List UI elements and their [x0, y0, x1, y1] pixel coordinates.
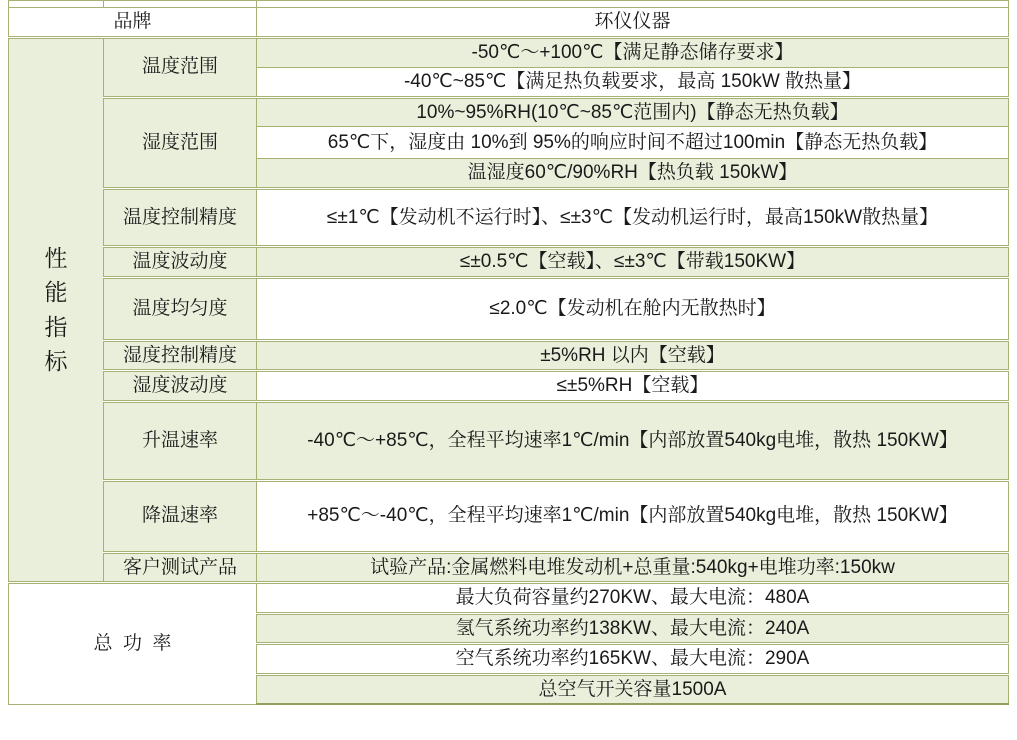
value-max-load: 最大负荷容量约270KW、最大电流：480A: [257, 583, 1009, 614]
power-group-label: 总功率: [9, 583, 257, 705]
label-temp-range: 温度范围: [104, 37, 257, 97]
value-humidity-control-accuracy: ±5%RH 以内【空载】: [257, 340, 1009, 371]
value-humidity-range-1: 10%~95%RH(10℃~85℃范围内)【静态无热负载】: [257, 97, 1009, 127]
cooling-rate-row: [9, 480, 1009, 552]
label-humidity-fluctuation: 湿度波动度: [104, 371, 257, 402]
temp-control-accuracy-row: [9, 189, 1009, 247]
label-humidity-range: 湿度范围: [104, 97, 257, 189]
humidity-control-accuracy-row: [9, 340, 1009, 371]
value-temp-control-accuracy: ≤±1℃【发动机不运行时】、≤±3℃【发动机运行时，最高150kW散热量】: [257, 189, 1009, 247]
label-cooling-rate: 降温速率: [104, 480, 257, 552]
label-humidity-control-accuracy: 湿度控制精度: [104, 340, 257, 371]
cropped-cell: [9, 1, 104, 8]
temp-range-row-1: [9, 37, 1009, 67]
label-heating-rate: 升温速率: [104, 401, 257, 480]
value-temp-fluctuation: ≤±0.5℃【空载】、≤±3℃【带载150KW】: [257, 247, 1009, 278]
temp-fluctuation-row: [9, 247, 1009, 278]
brand-value: 环仪仪器: [257, 8, 1009, 38]
value-heating-rate: -40℃～+85℃，全程平均速率1℃/min【内部放置540kg电堆，散热 150KW】: [257, 401, 1009, 480]
label-temp-uniformity: 温度均匀度: [104, 277, 257, 340]
cropped-cell: [104, 1, 257, 8]
performance-group-cell: [9, 37, 104, 583]
label-customer-test-product: 客户测试产品: [104, 552, 257, 583]
value-humidity-range-2: 65℃下，湿度由 10%到 95%的响应时间不超过100min【静态无热负载】: [257, 127, 1009, 159]
cropped-cell: [257, 1, 1009, 8]
value-temp-uniformity: ≤2.0℃【发动机在舱内无散热时】: [257, 277, 1009, 340]
value-humidity-fluctuation: ≤±5%RH【空载】: [257, 371, 1009, 402]
value-air-system: 空气系统功率约165KW、最大电流：290A: [257, 644, 1009, 675]
customer-test-product-row: [9, 552, 1009, 583]
heating-rate-row: [9, 401, 1009, 480]
spec-table: [8, 0, 1009, 705]
performance-group-label: 性能指标: [44, 244, 68, 375]
power-row-1: [9, 583, 1009, 614]
cropped-top-row: [9, 1, 1009, 8]
value-humidity-range-3: 温湿度60℃/90%RH【热负载 150kW】: [257, 159, 1009, 189]
value-cooling-rate: +85℃～-40℃，全程平均速率1℃/min【内部放置540kg电堆，散热 150KW】: [257, 480, 1009, 552]
brand-row: [9, 8, 1009, 38]
humidity-fluctuation-row: [9, 371, 1009, 402]
label-temp-control-accuracy: 温度控制精度: [104, 189, 257, 247]
value-temp-range-2: -40℃~85℃【满足热负载要求，最高 150kW 散热量】: [257, 67, 1009, 97]
label-temp-fluctuation: 温度波动度: [104, 247, 257, 278]
humidity-range-row-1: [9, 97, 1009, 127]
value-temp-range-1: -50℃～+100℃【满足静态储存要求】: [257, 37, 1009, 67]
value-customer-test-product: 试验产品:金属燃料电堆发动机+总重量:540kg+电堆功率:150kw: [257, 552, 1009, 583]
temp-uniformity-row: [9, 277, 1009, 340]
value-hydrogen-system: 氢气系统功率约138KW、最大电流：240A: [257, 613, 1009, 644]
brand-label: 品牌: [9, 8, 257, 38]
value-total-air-breaker: 总空气开关容量1500A: [257, 674, 1009, 704]
